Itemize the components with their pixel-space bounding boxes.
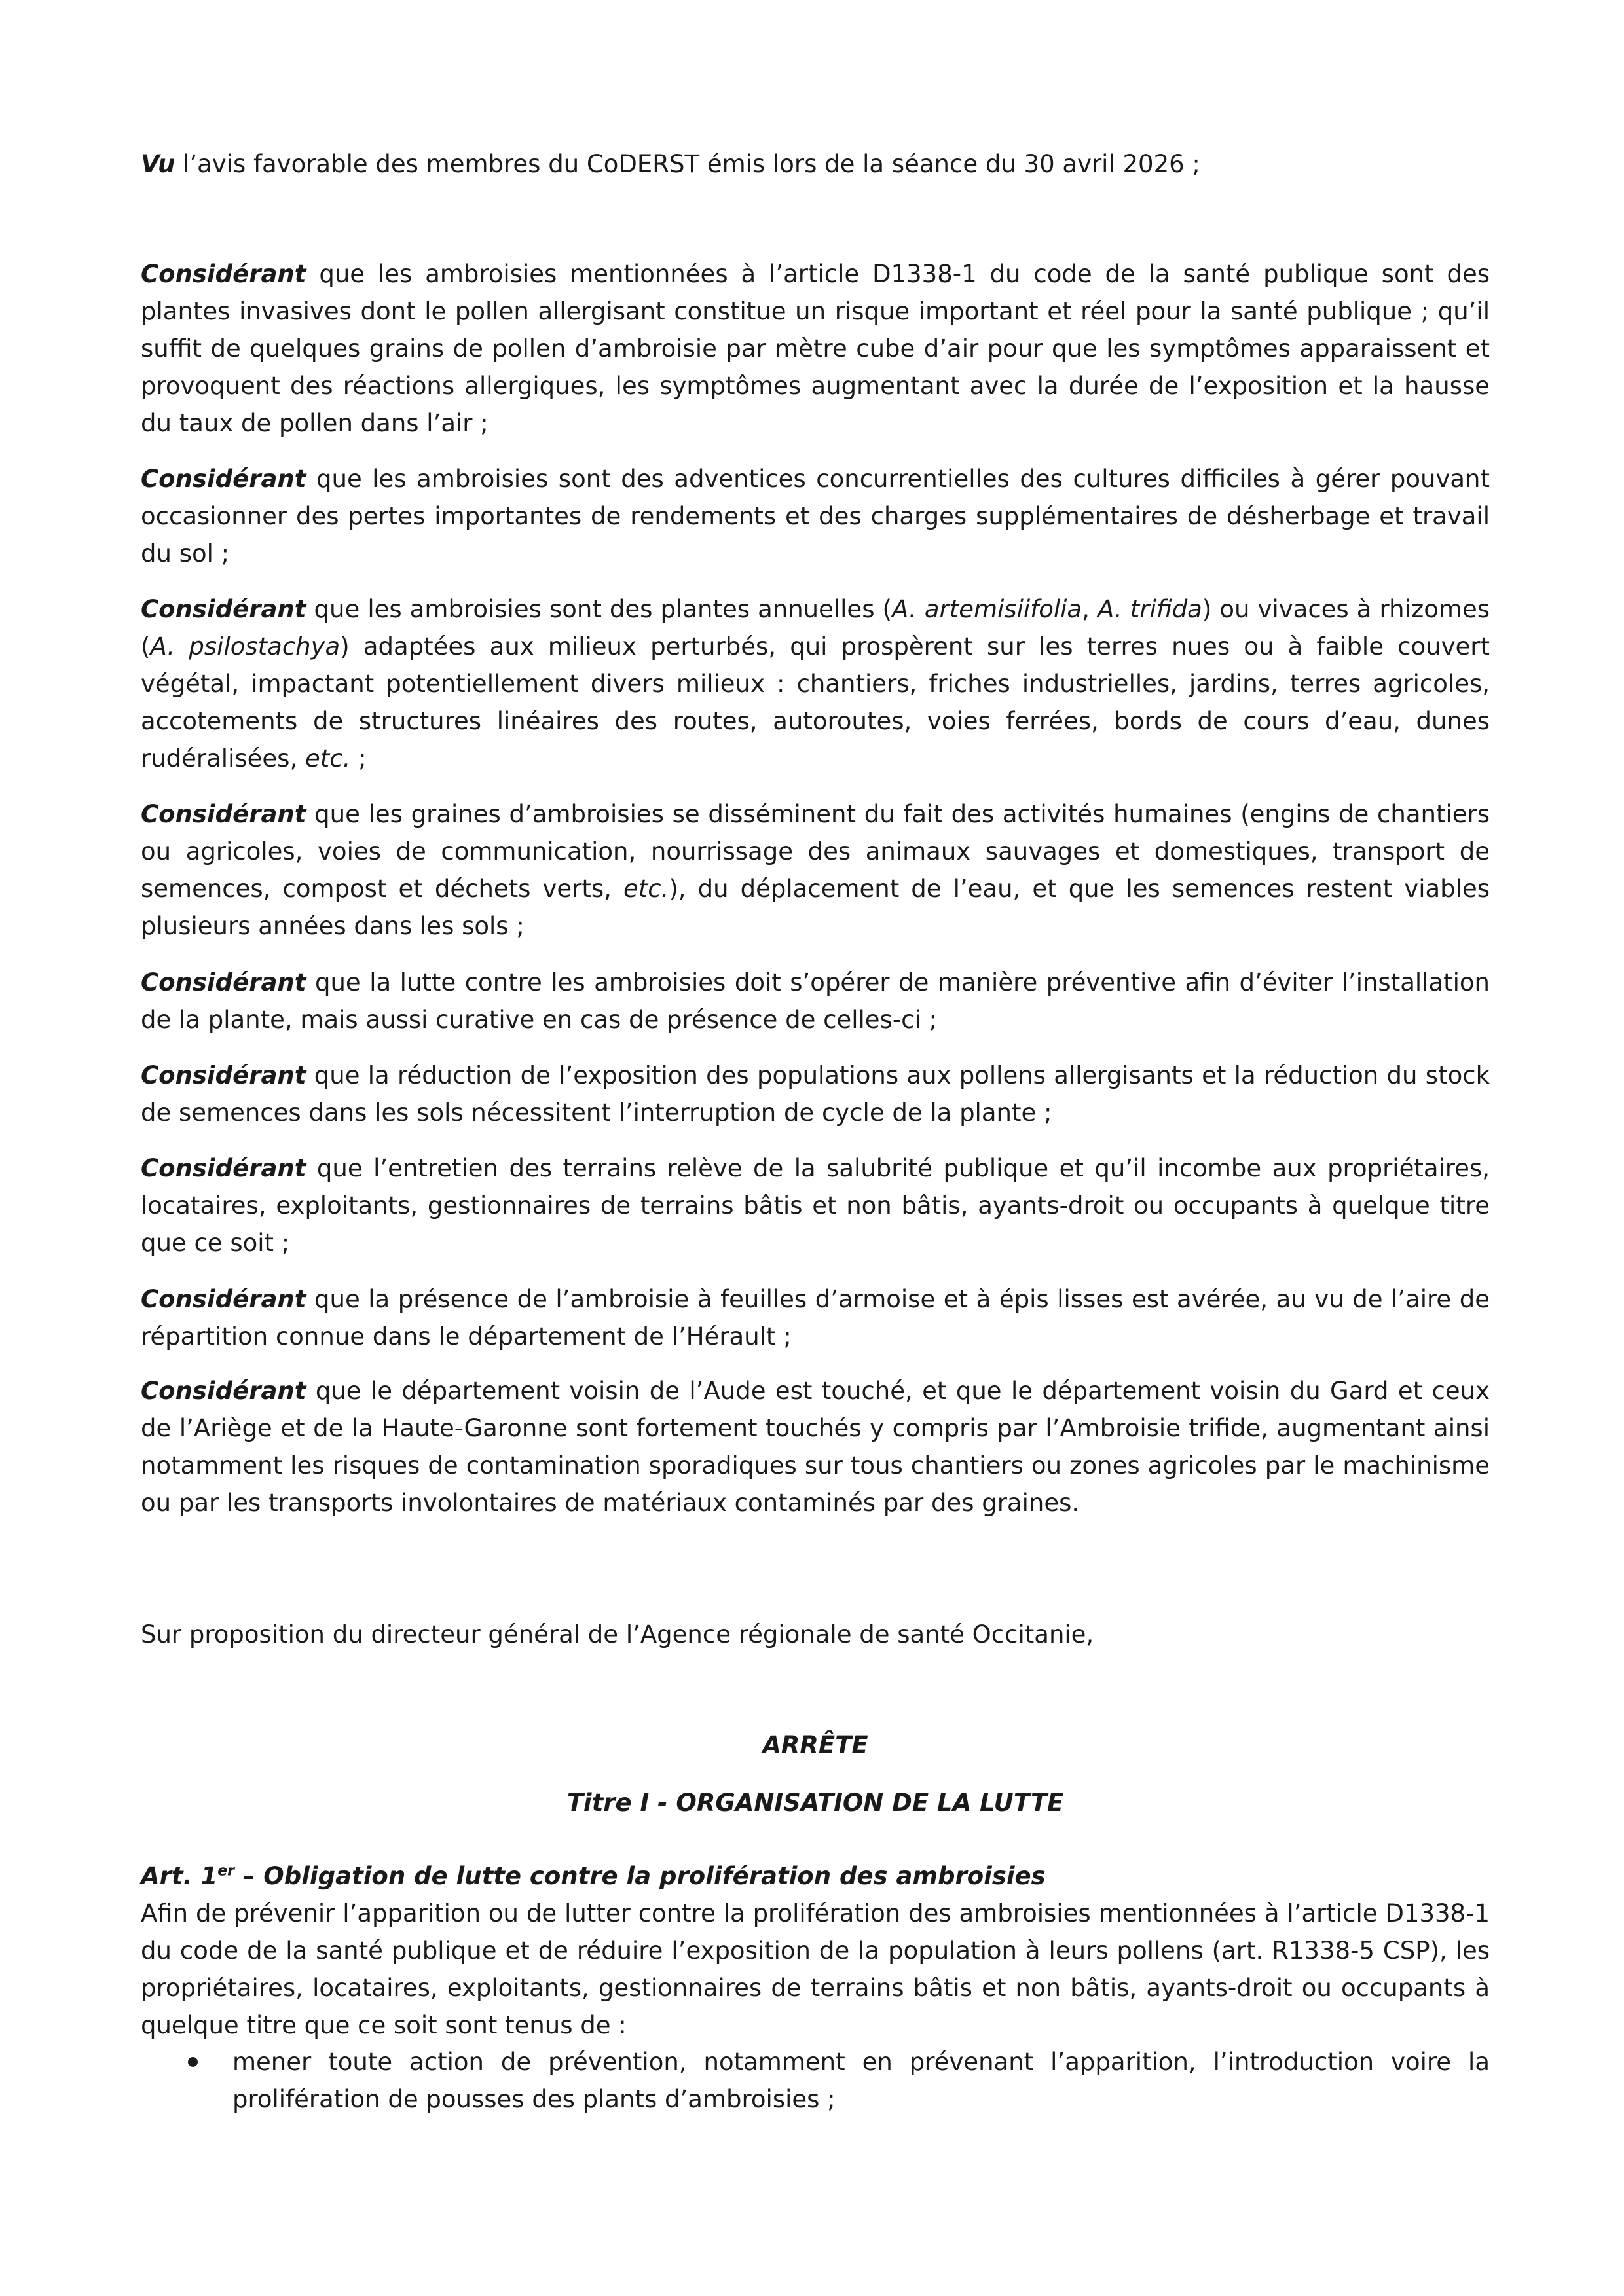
considerant-paragraph [141, 795, 1490, 945]
vu-paragraph [141, 145, 1490, 183]
considerant-text: ) adaptées aux milieux perturbés, qui prospèrent sur les terres nues ou à faible couvert végétal, impactant potentiellement divers milieux : chantiers, friches industrielles, jardins, terres agricoles, accotements de structures linéaires des routes, autoroutes, voies ferrées, bords de cours d’eau, dunes rudéralisées, [141, 632, 1490, 773]
considerant-text: que le département voisin de l’Aude est touché, et que le département voisin du Gard et ceux de l’Ariège et de la Haute-Garonne sont fortement touchés y compris par l’Ambroisie trifide, augmentant ainsi notamment les risques de contamination sporadiques sur tous chantiers ou zones agricoles par le machinisme ou par les transports involontaires de matériaux contaminés par des graines. [141, 1377, 1490, 1517]
article-1-number: Art. 1 [141, 1862, 218, 1890]
considerant-text: que l’entretien des terrains relève de la salubrité publique et qu’il incombe aux propriétaires, locataires, exploitants, gestionnaires de terrains bâtis et non bâtis, ayants-droit ou occupants à quelque titre que ce soit ; [141, 1154, 1490, 1257]
article-1-superscript: er [217, 1863, 235, 1880]
arrete-heading: ARRÊTE [762, 1731, 868, 1759]
article-1-heading-text: – Obligation de lutte contre la prolifération des ambroisies [234, 1862, 1046, 1890]
etc-text: etc. [304, 744, 351, 773]
considerant-keyword: Considérant [141, 465, 306, 493]
list-item [141, 2043, 1490, 2118]
etc-text: etc. [623, 875, 669, 903]
considerant-paragraph [141, 1150, 1490, 1262]
considerant-text: que les ambroisies mentionnées à l’article D1338-1 du code de la santé publique sont des plantes invasives dont le pollen allergisant constitue un risque important et réel pour la santé publique ; qu’il suffit de quelques grains de pollen d’ambroisie par mètre cube d’air pour que les symptômes apparaissent et provoquent des réactions allergiques, les symptômes augmentant avec la durée de l’exposition et la hausse du taux de pollen dans l’air ; [141, 260, 1490, 437]
considerant-keyword: Considérant [141, 1285, 306, 1313]
considerant-text: ), du déplacement de l’eau, et que les semences restent viables plusieurs années dans les sols ; [141, 875, 1490, 940]
considerant-keyword: Considérant [141, 260, 306, 288]
bullet-icon [188, 2057, 198, 2067]
considerant-paragraph [141, 1057, 1490, 1131]
species-name: A. artemisiifolia [892, 595, 1082, 623]
article-1-title [141, 1862, 1046, 1890]
considerant-text: ) ou vivaces à rhizomes ( [141, 595, 1490, 661]
species-name: A. psilostachya [150, 632, 341, 661]
considerant-keyword: Considérant [141, 595, 306, 623]
considerant-text: que les ambroisies sont des adventices concurrentielles des cultures difficiles à gérer pouvant occasionner des pertes importantes de rendements et des charges supplémentaires de désherbage et travail du sol ; [141, 465, 1490, 568]
considerant-text: que la lutte contre les ambroisies doit s’opérer de manière préventive afin d’éviter l’installation de la plante, mais aussi curative en cas de présence de celles-ci ; [141, 968, 1490, 1034]
considerant-text: , [1082, 595, 1098, 623]
considerant-paragraph [141, 255, 1490, 442]
considerant-paragraph [141, 591, 1490, 777]
considerant-keyword: Considérant [141, 1377, 306, 1405]
considerant-keyword: Considérant [141, 1154, 306, 1182]
considerant-text: que les graines d’ambroisies se disséminent du fait des activités humaines (engins de chantiers ou agricoles, voies de communication, nourrissage des animaux sauvages et domestiques, transport de semences, compost et déchets verts, [141, 800, 1490, 903]
considerant-text: que les ambroisies sont des plantes annuelles ( [306, 595, 892, 623]
titre-heading: Titre I - ORGANISATION DE LA LUTTE [566, 1789, 1064, 1817]
article-1-body: Afin de prévenir l’apparition ou de lutter contre la prolifération des ambroisies mentionnées à l’article D1338-1 du code de la santé publique et de réduire l’exposition de la population à leurs pollens (art. R1338-5 CSP), les propriétaires, locataires, exploitants, gestionnaires de terrains bâtis et non bâtis, ayants-droit ou occupants à quelque titre que ce soit sont tenus de : [141, 1899, 1490, 2039]
considerant-paragraph [141, 460, 1490, 572]
considerant-text: que la présence de l’ambroisie à feuilles d’armoise et à épis lisses est avérée, au vu de l’aire de répartition connue dans le département de l’Hérault ; [141, 1285, 1490, 1351]
vu-text: l’avis favorable des membres du CoDERST émis lors de la séance du 30 avril 2026 ; [175, 150, 1200, 178]
article-1 [141, 1857, 1490, 2044]
considerant-text: ; [350, 744, 367, 773]
considerant-text: que la réduction de l’exposition des populations aux pollens allergisants et la réduction du stock de semences dans les sols nécessitent l’interruption de cycle de la plante ; [141, 1061, 1490, 1127]
considerant-keyword: Considérant [141, 968, 306, 996]
considerant-paragraph [141, 1372, 1490, 1522]
considerant-paragraph [141, 964, 1490, 1038]
considerant-keyword: Considérant [141, 800, 306, 828]
vu-keyword: Vu [141, 150, 175, 178]
considerant-keyword: Considérant [141, 1061, 306, 1089]
considerant-paragraph [141, 1281, 1490, 1355]
proposition-paragraph: Sur proposition du directeur général de l’Agence régionale de santé Occitanie, [141, 1620, 1094, 1649]
species-name: A. trifida [1097, 595, 1202, 623]
article-1-bullet-list [141, 2043, 1490, 2118]
list-item-text: mener toute action de prévention, notamment en prévenant l’apparition, l’introduction voire la prolifération de pousses des plants d’ambroisies ; [232, 2048, 1490, 2113]
